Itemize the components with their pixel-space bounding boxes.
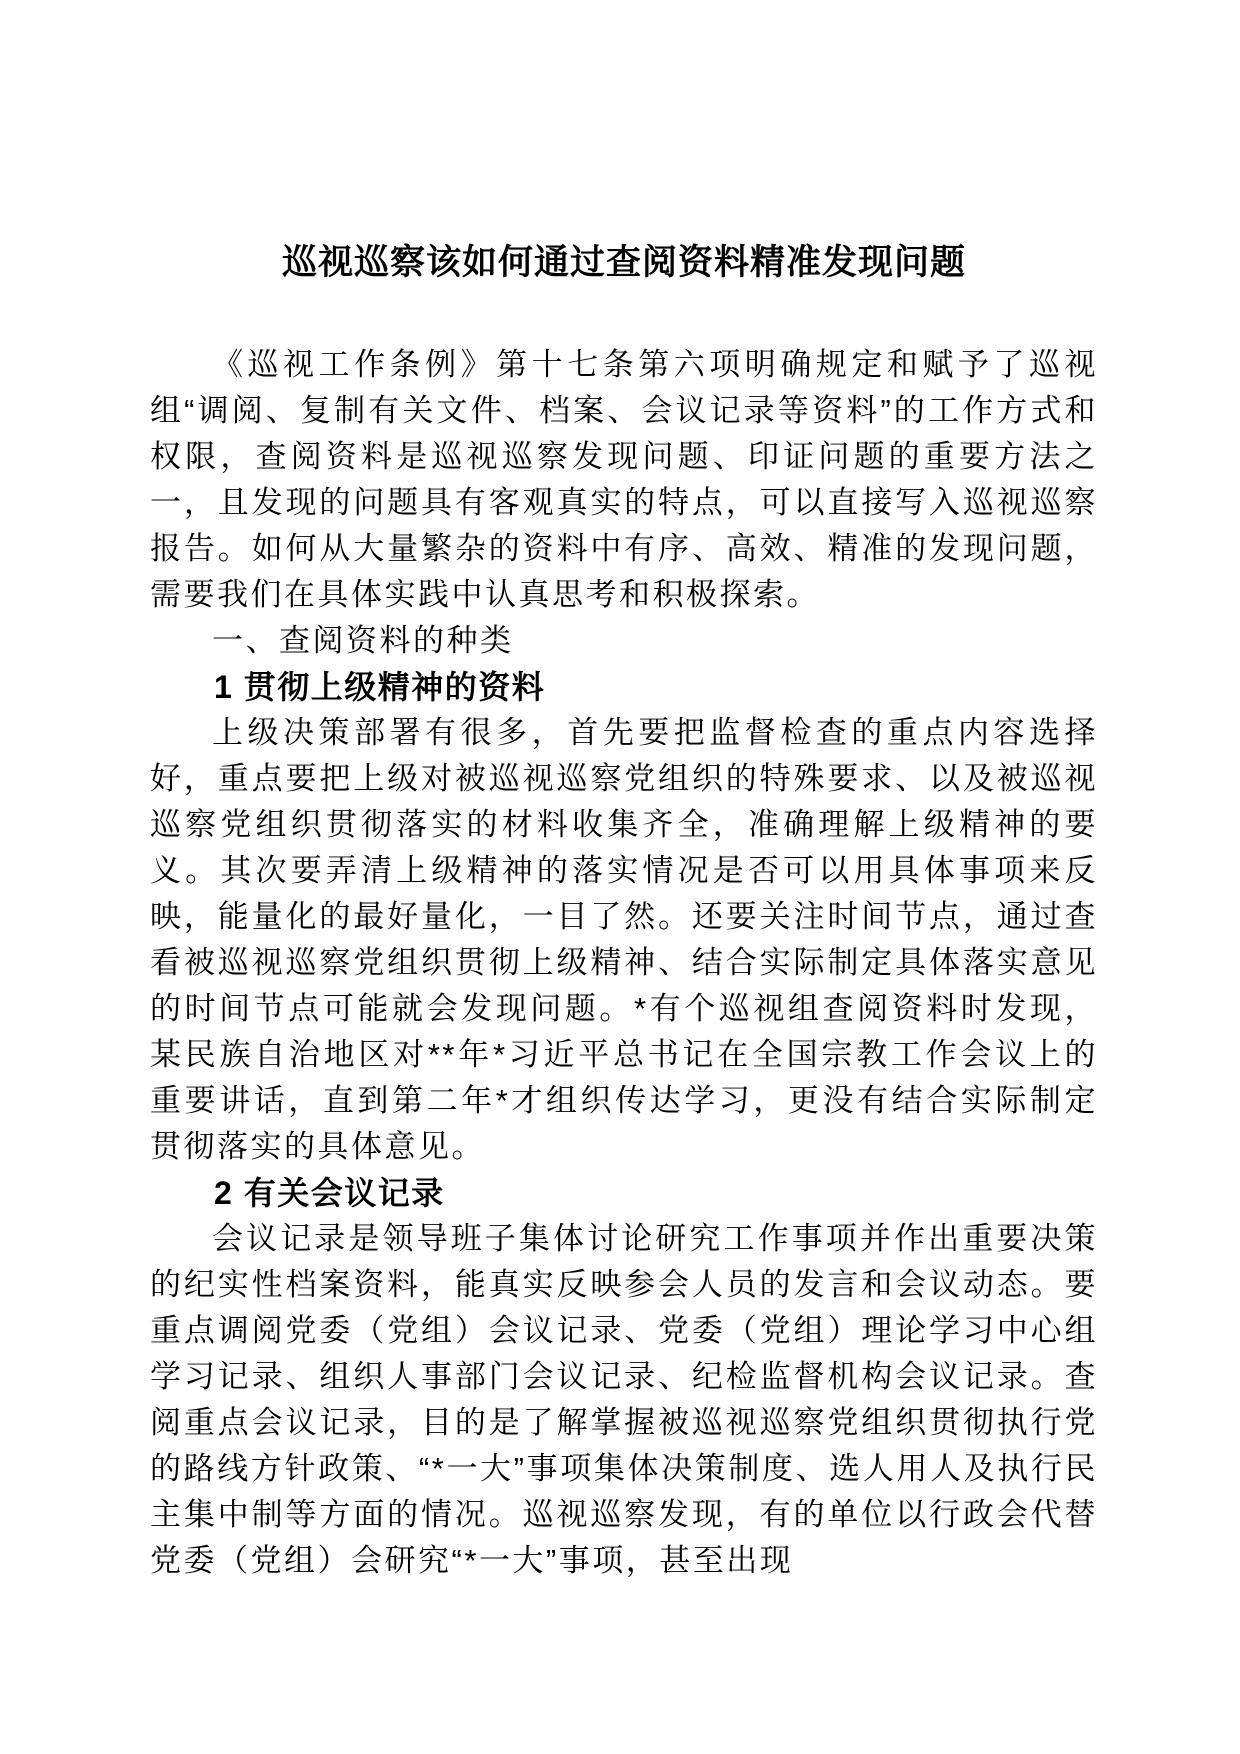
paragraph-intro: 《巡视工作条例》第十七条第六项明确规定和赋予了巡视组“调阅、复制有关文件、档案、会议记录等资料”的工作方式和权限，查阅资料是巡视巡察发现问题、印证问题的重要方法之一，且发现的问题具有客观真实的特点，可以直接写入巡视巡察报告。如何从大量繁杂的资料中有序、高效、精准的发现问题，需要我们在具体实践中认真思考和积极探索。 (150, 347, 1098, 612)
document-title: 巡视巡察该如何通过查阅资料精准发现问题 (281, 243, 966, 282)
sub-heading-meeting-records: 2 有关会议记录 (214, 1175, 445, 1211)
paragraph-meeting-records: 会议记录是领导班子集体讨论研究工作事项并作出重要决策的纪实性档案资料，能真实反映参会人员的发言和会议动态。要重点调阅党委（党组）会议记录、党委（党组）理论学习中心组学习记录、组织人事部门会议记录、纪检监督机构会议记录。查阅重点会议记录，目的是了解掌握被巡视巡察党组织贯彻执行党的路线方针政策、“*一大”事项集体决策制度、选人用人及执行民主集中制等方面的情况。巡视巡察发现，有的单位以行政会代替党委（党组）会研究“*一大”事项，甚至出现 (150, 1221, 1098, 1578)
sub-heading-superior-spirit-materials: 1 贯彻上级精神的资料 (214, 669, 546, 705)
paragraph-superior-spirit: 上级决策部署有很多，首先要把监督检查的重点内容选择好，重点要把上级对被巡视巡察党组织的特殊要求、以及被巡视巡察党组织贯彻落实的材料收集齐全，准确理解上级精神的要义。其次要弄清上级精神的落实情况是否可以用具体事项来反映，能量化的最好量化，一目了然。还要关注时间节点，通过查看被巡视巡察党组织贯彻上级精神、结合实际制定具体落实意见的时间节点可能就会发现问题。*有个巡视组查阅资料时发现，某民族自治地区对**年*习近平总书记在全国宗教工作会议上的重要讲话，直到第二年*才组织传达学习，更没有结合实际制定贯彻落实的具体意见。 (150, 715, 1098, 1164)
section-heading-material-types: 一、查阅资料的种类 (212, 623, 514, 658)
